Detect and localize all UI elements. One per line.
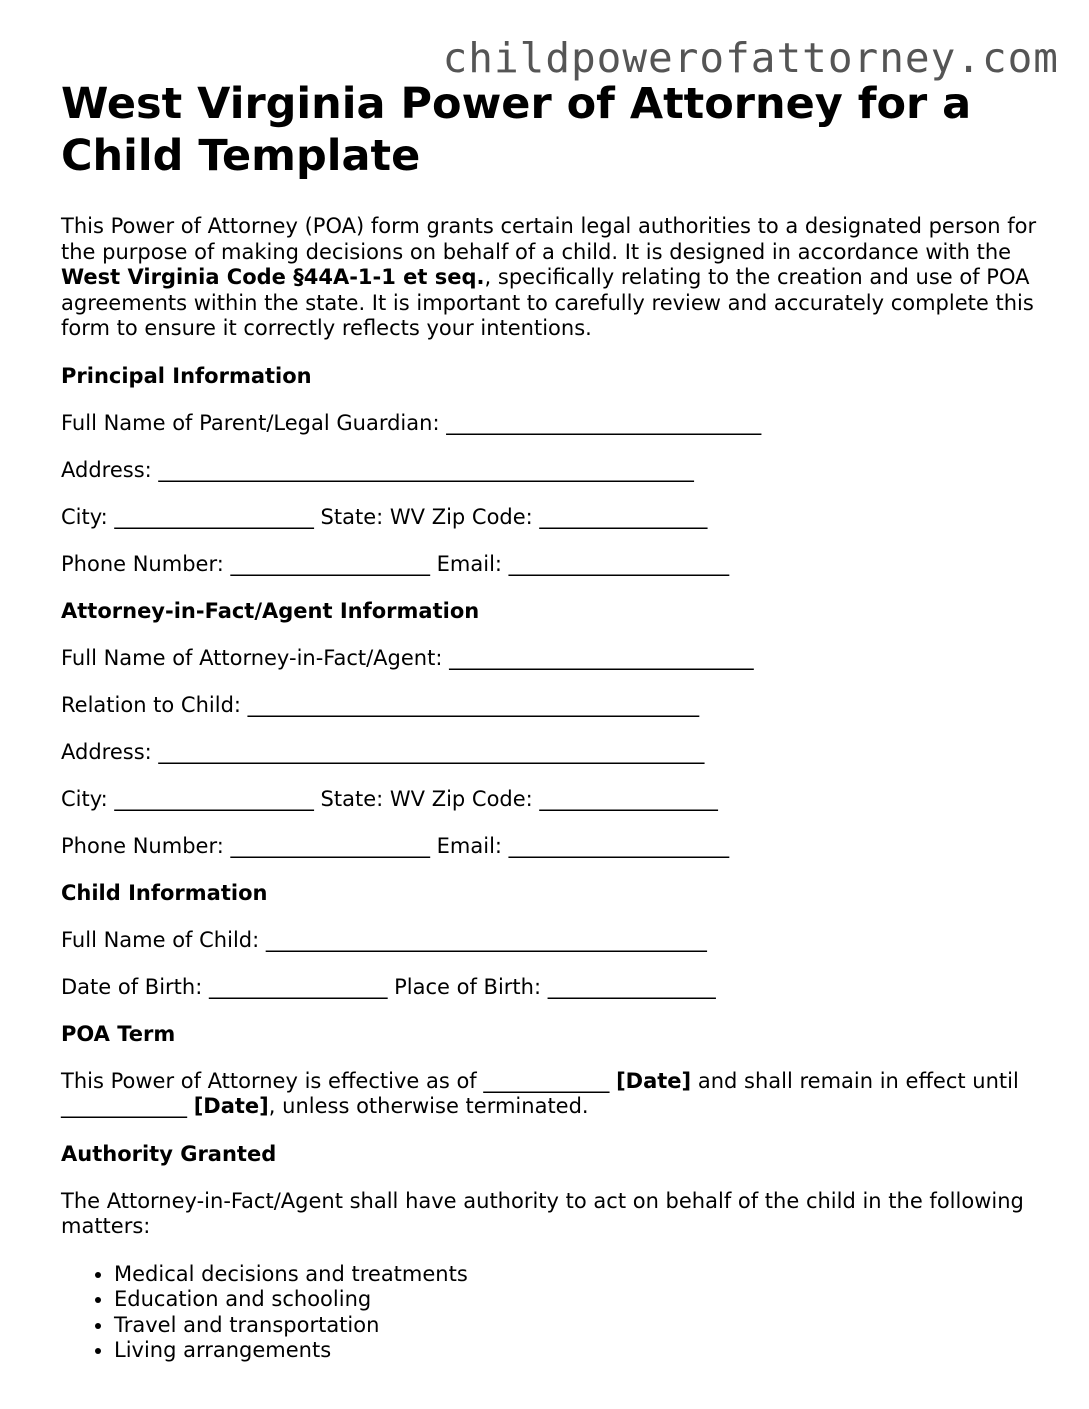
page-title [61,78,1041,182]
authority-item-travel: • Travel and transportation [114,1313,1041,1339]
agent-full-name-field: Full Name of Attorney-in-Fact/Agent: _____________________________ [61,645,754,670]
authority-item-education: • Education and schooling [114,1287,1041,1313]
agent-heading: Attorney-in-Fact/Agent Information [61,598,480,623]
agent-address-field: Address: ____________________________________________________ [61,739,705,764]
authority-intro: The Attorney-in-Fact/Agent shall have authority to act on behalf of the child in the following matters: [61,1188,1024,1238]
agent-city-state-zip-field: City: ___________________ State: WV Zip Code: _________________ [61,786,718,811]
principal-phone-email-field: Phone Number: ___________________ Email: _____________________ [61,551,730,576]
authority-list [61,1262,1041,1364]
authority-heading: Authority Granted [61,1141,277,1166]
authority-item-living: • Living arrangements [114,1338,1041,1364]
agent-phone-email-field: Phone Number: ___________________ Email: _____________________ [61,833,730,858]
principal-address-field: Address: ___________________________________________________ [61,457,694,482]
term-heading: POA Term [61,1021,176,1046]
title-line-1: West Virginia Power of Attorney for a [61,79,972,129]
intro-code-reference: West Virginia Code §44A-1-1 et seq. [61,265,485,289]
child-dob-pob-field: Date of Birth: _________________ Place of Birth: ________________ [61,974,716,999]
authority-item-medical: • Medical decisions and treatments [114,1262,1041,1288]
intro-paragraph [61,214,1041,342]
intro-text-2: , specifically relating to the creation and use of POA agreements within the state. It is important to carefully review and accurately complete this form to ensure it correctly reflects your intentions. [61,265,1034,340]
child-heading: Child Information [61,880,268,905]
watermark: childpowerofattorney.com [442,34,1059,82]
title-line-2: Child Template [61,131,421,181]
principal-city-state-zip-field: City: ___________________ State: WV Zip Code: ________________ [61,504,708,529]
term-paragraph [61,1069,1041,1120]
term-text-1: This Power of Attorney is effective as of ____________ [61,1068,617,1093]
child-full-name-field: Full Name of Child: __________________________________________ [61,927,707,952]
term-text-3: , unless otherwise terminated. [268,1094,589,1118]
term-end-date-label: [Date] [193,1094,269,1118]
principal-full-name-field: Full Name of Parent/Legal Guardian: ______________________________ [61,410,762,435]
intro-text-1: This Power of Attorney (POA) form grants certain legal authorities to a designated person for the purpose of making decisions on behalf of a child. It is designed in accordance with the [61,214,1037,264]
agent-relation-field: Relation to Child: ___________________________________________ [61,692,700,717]
term-text-2: and shall remain in effect until ____________ [61,1068,1019,1118]
principal-heading: Principal Information [61,363,312,388]
document-body [61,78,1041,1364]
term-start-date-label: [Date] [616,1068,692,1093]
